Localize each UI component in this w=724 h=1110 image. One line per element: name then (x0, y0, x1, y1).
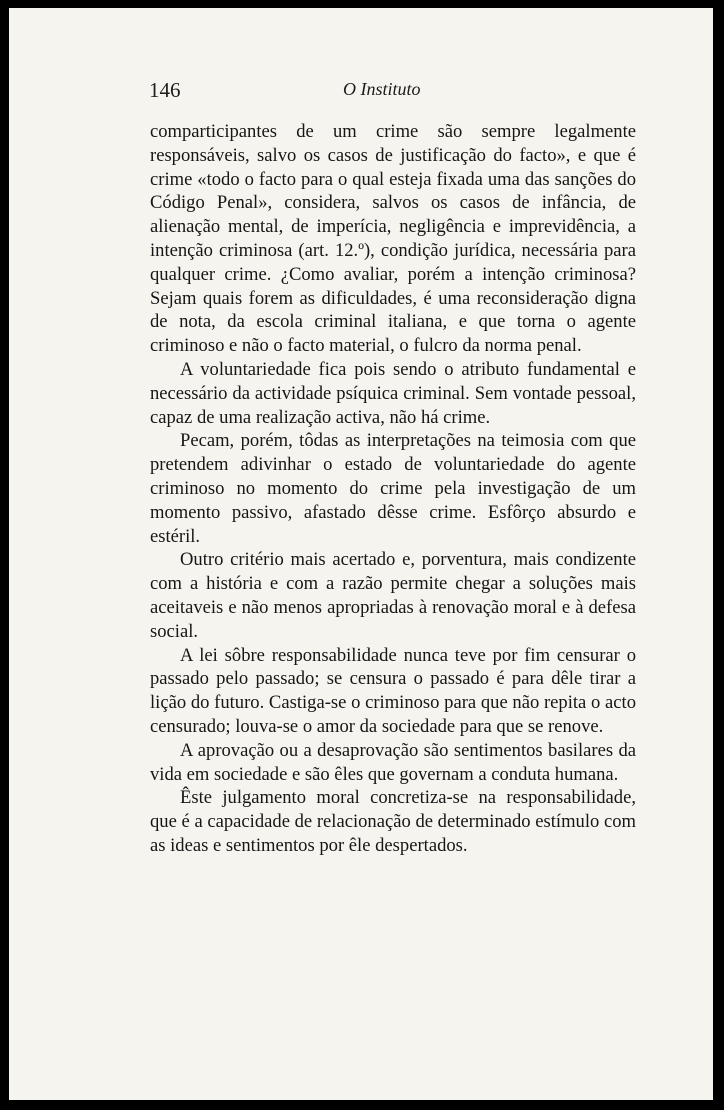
running-title: O Instituto (343, 79, 421, 99)
paragraph: Êste julgamento moral concretiza-se na responsabilidade, que é a capacidade de relacionação de determinado estímulo com as ideas e sentimentos por êle despertados. (150, 787, 636, 856)
paragraph: comparticipantes de um crime são sempre legalmente responsáveis, salvo os casos de justificação do facto», e que é crime «todo o facto para o qual esteja fixada uma das sanções do Código Penal», considera, salvos os casos de infância, de alienação mental, de imperícia, negligência e imprevidência, a intenção criminosa (art. 12.º), condição jurídica, necessária para qualquer crime. ¿Como avaliar, porém a intenção criminosa? Sejam quais forem as dificuldades, é uma reconsideração digna de nota, da escola criminal italiana, e que torna o agente criminoso e não o facto material, o fulcro da norma penal. (150, 121, 636, 357)
page-header (149, 78, 639, 108)
paragraph: A aprovação ou a desaprovação são sentimentos basilares da vida em sociedade e são êles que governam a conduta humana. (150, 739, 636, 785)
body-text (150, 120, 636, 858)
paragraph: Outro critério mais acertado e, porventura, mais condizente com a história e com a razão permite chegar a soluções mais aceitaveis e não menos apropriadas à renovação moral e à defesa social. (150, 549, 636, 642)
book-page (9, 8, 713, 1100)
paragraph: A lei sôbre responsabilidade nunca teve por fim censurar o passado pelo passado; se censura o passado é para dêle tirar a lição do futuro. Castiga-se o criminoso para que não repita o acto censurado; louva-se o amor da sociedade para que se renove. (150, 644, 636, 737)
paragraph: A voluntariedade fica pois sendo o atributo fundamental e necessário da actividade psíquica criminal. Sem vontade pessoal, capaz de uma realização activa, não há crime. (150, 358, 636, 428)
page-number: 146 (149, 78, 181, 102)
paragraph: Pecam, porém, tôdas as interpretações na teimosia com que pretendem adivinhar o estado de voluntariedade do agente criminoso no momento do crime pela investigação de um momento passivo, afastado dêsse crime. Esfôrço absurdo e estéril. (150, 430, 636, 547)
